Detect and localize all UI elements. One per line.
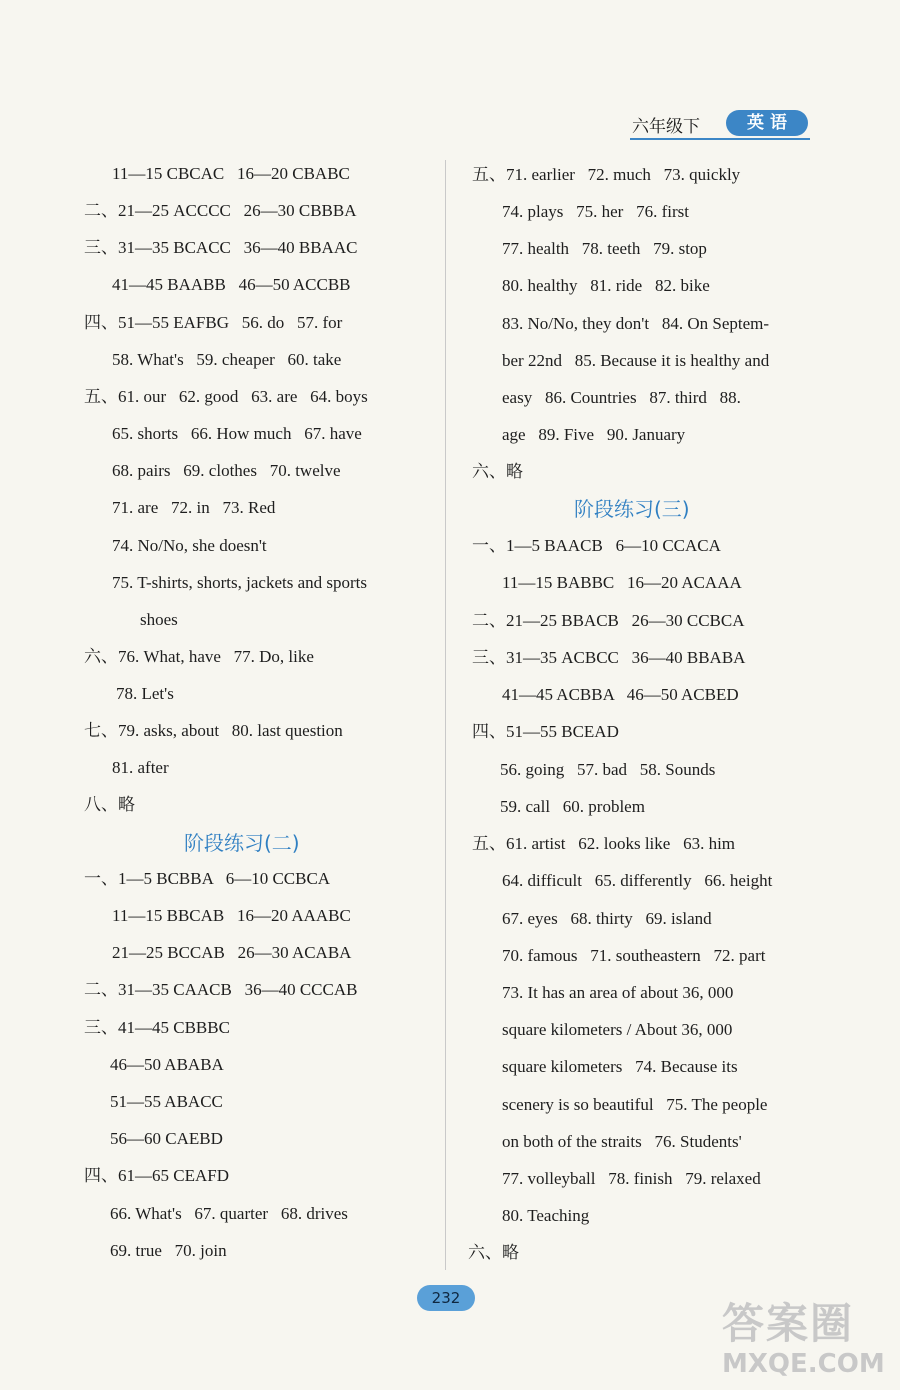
answer-line: 四、51—55 BCEAD [472, 722, 619, 741]
answer-line: 80. healthy 81. ride 82. bike [502, 276, 710, 295]
answer-line: 一、1—5 BCBBA 6—10 CCBCA [84, 869, 331, 888]
answer-line: 四、51—55 EAFBG 56. do 57. for [84, 313, 343, 332]
answer-line: 11—15 CBCAC 16—20 CBABC [112, 164, 350, 183]
answer-line: 51—55 ABACC [110, 1092, 223, 1111]
answer-line: 69. true 70. join [110, 1241, 227, 1260]
answer-line: 六、略 [472, 462, 523, 481]
answer-line: 80. Teaching [502, 1206, 590, 1225]
answer-line: 46—50 ABABA [110, 1055, 224, 1074]
answer-line: 11—15 BBCAB 16—20 AAABC [112, 906, 351, 925]
answer-line: 五、61. artist 62. looks like 63. him [472, 834, 736, 853]
answer-line: 二、21—25 BBACB 26—30 CCBCA [472, 611, 745, 630]
answer-line: 59. call 60. problem [500, 797, 645, 816]
answer-line: 77. health 78. teeth 79. stop [502, 239, 707, 258]
answer-line: 70. famous 71. southeastern 72. part [502, 946, 766, 965]
answer-line: 四、61—65 CEAFD [84, 1166, 229, 1185]
answer-line: 81. after [112, 758, 169, 777]
header-rule [630, 138, 810, 140]
answer-line: 二、31—35 CAACB 36—40 CCCAB [84, 980, 358, 999]
answer-line: 六、略 [468, 1243, 519, 1262]
answer-line: 八、略 [84, 795, 135, 814]
answer-line: shoes [140, 610, 178, 629]
answer-line: 11—15 BABBC 16—20 ACAAA [502, 573, 742, 592]
answer-line: 71. are 72. in 73. Red [112, 498, 276, 517]
answer-line: 六、76. What, have 77. Do, like [84, 647, 314, 666]
answer-line: 73. It has an area of about 36, 000 [502, 983, 734, 1002]
answer-line: 五、61. our 62. good 63. are 64. boys [84, 387, 368, 406]
answer-line: 68. pairs 69. clothes 70. twelve [112, 461, 341, 480]
answer-line: 21—25 BCCAB 26—30 ACABA [112, 943, 352, 962]
answer-line: 三、41—45 CBBBC [84, 1018, 230, 1037]
site-watermark [722, 1300, 894, 1386]
answer-line: 七、79. asks, about 80. last question [84, 721, 343, 740]
answer-line: 三、31—35 ACBCC 36—40 BBABA [472, 648, 746, 667]
answer-line: 56—60 CAEBD [110, 1129, 223, 1148]
watermark-text: 答案圈 [722, 1299, 855, 1348]
section-title: 阶段练习(三) [574, 497, 690, 521]
answer-line: 74. No/No, she doesn't [112, 536, 267, 555]
answer-line: 67. eyes 68. thirty 69. island [502, 909, 712, 928]
answer-line: 64. difficult 65. differently 66. height [502, 871, 773, 890]
answer-line: 一、1—5 BAACB 6—10 CCACA [472, 536, 721, 555]
page-header [628, 108, 814, 140]
section-title: 阶段练习(二) [184, 831, 300, 855]
answer-line: 三、31—35 BCACC 36—40 BBAAC [84, 238, 358, 257]
page-number: 232 [417, 1285, 475, 1311]
answer-line: on both of the straits 76. Students' [502, 1132, 742, 1151]
subject-badge: 英 语 [726, 110, 808, 136]
answer-line: 65. shorts 66. How much 67. have [112, 424, 362, 443]
answer-line: 二、21—25 ACCCC 26—30 CBBBA [84, 201, 357, 220]
answer-line: square kilometers / About 36, 000 [502, 1020, 733, 1039]
answer-line: 75. T-shirts, shorts, jackets and sports [112, 573, 367, 592]
answer-line: 41—45 ACBBA 46—50 ACBED [502, 685, 739, 704]
answer-line: square kilometers 74. Because its [502, 1057, 738, 1076]
answer-line: 78. Let's [116, 684, 174, 703]
answer-line: 58. What's 59. cheaper 60. take [112, 350, 342, 369]
answer-line: easy 86. Countries 87. third 88. [502, 388, 741, 407]
answer-line: 56. going 57. bad 58. Sounds [500, 760, 716, 779]
grade-label: 六年级下 [632, 117, 700, 136]
watermark-url: MXQE.COM [722, 1349, 885, 1379]
answer-line: 83. No/No, they don't 84. On Septem- [502, 314, 770, 333]
answer-line: age 89. Five 90. January [502, 425, 686, 444]
answer-line: 41—45 BAABB 46—50 ACCBB [112, 275, 351, 294]
answer-line: ber 22nd 85. Because it is healthy and [502, 351, 770, 370]
answer-line: 77. volleyball 78. finish 79. relaxed [502, 1169, 761, 1188]
answer-line: 74. plays 75. her 76. first [502, 202, 689, 221]
answer-line: 五、71. earlier 72. much 73. quickly [472, 165, 741, 184]
answer-line: scenery is so beautiful 75. The people [502, 1095, 768, 1114]
answer-line: 66. What's 67. quarter 68. drives [110, 1204, 348, 1223]
column-divider [445, 160, 446, 1270]
